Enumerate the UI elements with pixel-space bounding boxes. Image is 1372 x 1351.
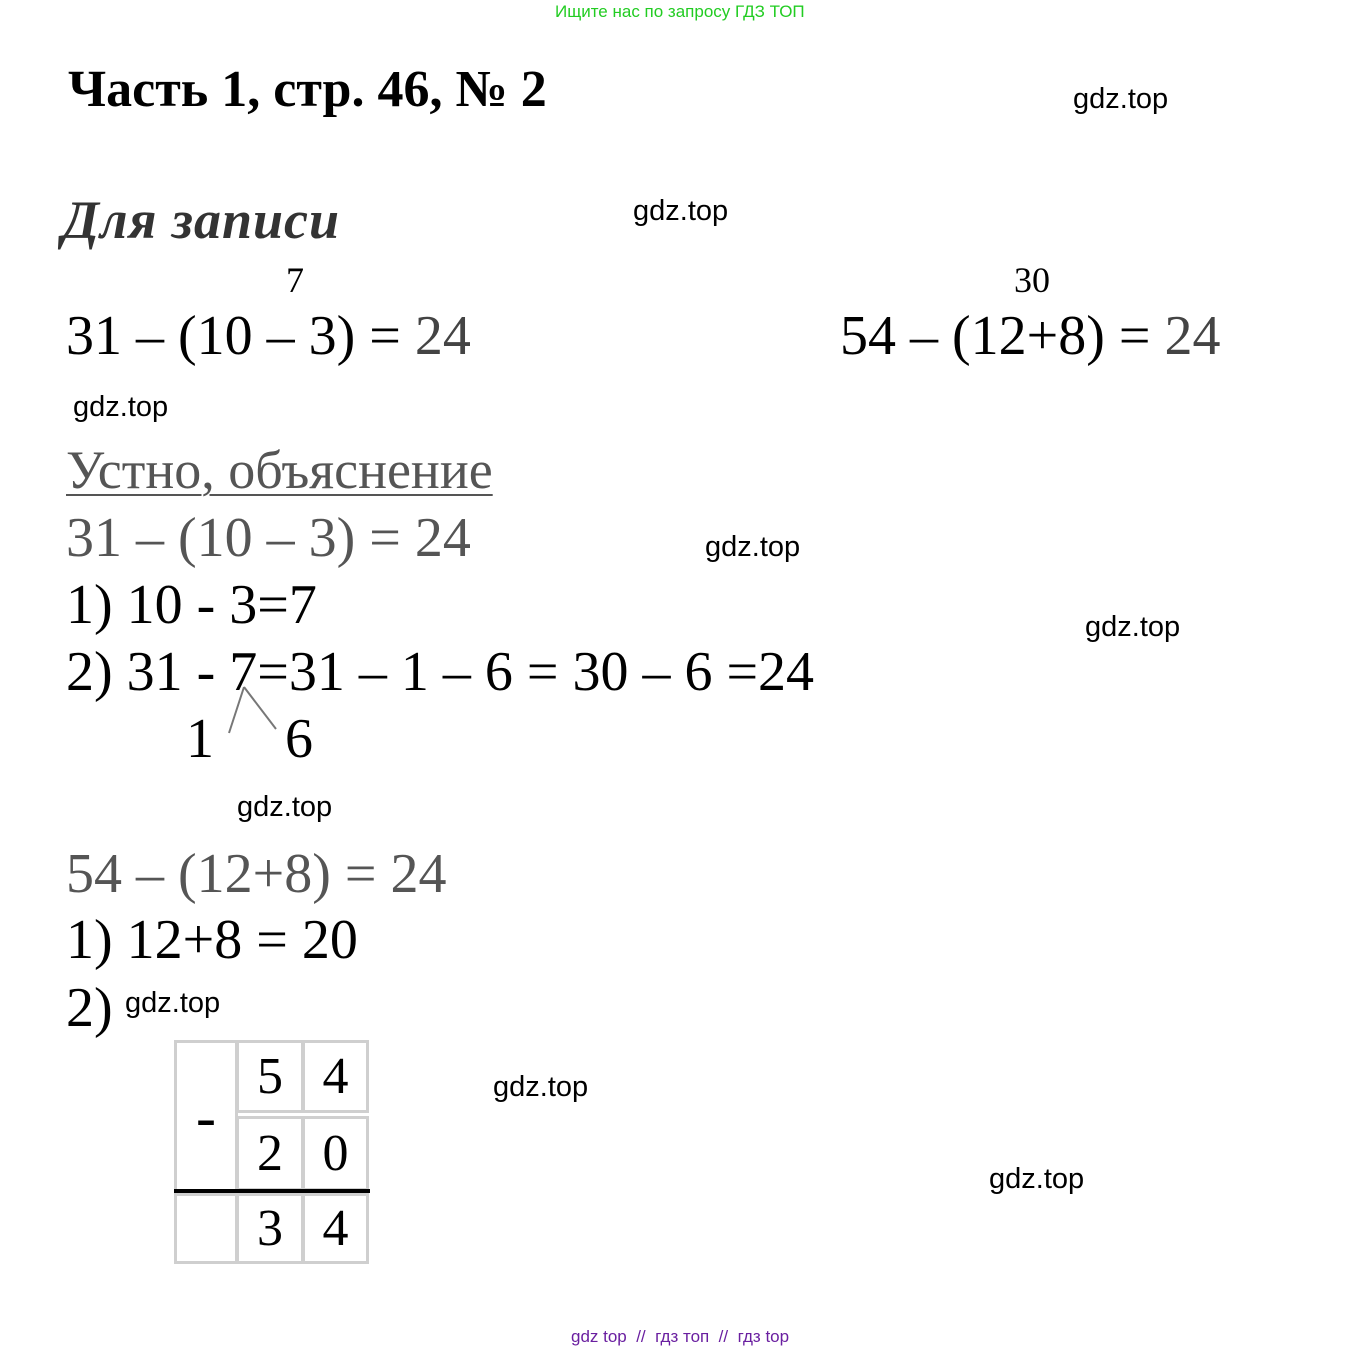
empty-cell — [174, 1193, 238, 1264]
search-banner[interactable]: Ищите нас по запросу ГДЗ ТОП — [555, 2, 805, 21]
digit-cell: 2 — [236, 1116, 304, 1191]
record-eq1 — [66, 305, 471, 367]
section-subtitle: Для записи — [62, 190, 341, 250]
watermark: gdz.top — [237, 791, 333, 823]
watermark: gdz.top — [73, 391, 169, 423]
oral-eq2: 54 – (12+8) = 24 — [66, 843, 447, 905]
eq1-hint: 7 — [286, 260, 304, 300]
oral-step1: 1) 10 - 3=7 — [66, 574, 317, 636]
watermark: gdz.top — [493, 1071, 589, 1103]
split-lines — [222, 683, 282, 735]
oral-step3: 1) 12+8 = 20 — [66, 909, 358, 971]
digit-cell: 4 — [302, 1040, 369, 1113]
watermark: gdz.top — [705, 531, 801, 563]
watermark: gdz.top — [633, 195, 729, 227]
record-eq2-main: 54 – (12+8) = — [840, 305, 1165, 367]
oral-eq1: 31 – (10 – 3) = 24 — [66, 507, 471, 569]
oral-heading: Устно, объяснение — [66, 440, 493, 500]
watermark: gdz.top — [125, 987, 221, 1019]
watermark: gdz.top — [1073, 83, 1169, 115]
digit-cell: 0 — [302, 1116, 369, 1191]
record-eq1-answer: 24 — [414, 305, 471, 367]
split-left: 1 — [186, 708, 214, 770]
split-line-right — [244, 687, 276, 729]
minus-sign: - — [174, 1040, 238, 1192]
digit-cell: 4 — [302, 1193, 369, 1264]
record-eq1-main: 31 – (10 – 3) = — [66, 305, 415, 367]
eq2-hint: 30 — [1014, 260, 1050, 300]
split-right: 6 — [285, 708, 313, 770]
page-title: Часть 1, стр. 46, № 2 — [68, 61, 547, 118]
watermark: gdz.top — [1085, 611, 1181, 643]
oral-step4: 2) — [66, 977, 113, 1039]
oral-step2: 2) 31 - 7=31 – 1 – 6 = 30 – 6 =24 — [66, 641, 815, 703]
footer-links[interactable]: gdz top // гдз топ // гдз top — [571, 1327, 790, 1346]
split-line-left — [229, 687, 244, 733]
digit-cell: 3 — [236, 1193, 304, 1264]
watermark: gdz.top — [989, 1163, 1085, 1195]
record-eq2-answer: 24 — [1164, 305, 1221, 367]
digit-cell: 5 — [236, 1040, 304, 1113]
record-eq2 — [840, 305, 1221, 367]
